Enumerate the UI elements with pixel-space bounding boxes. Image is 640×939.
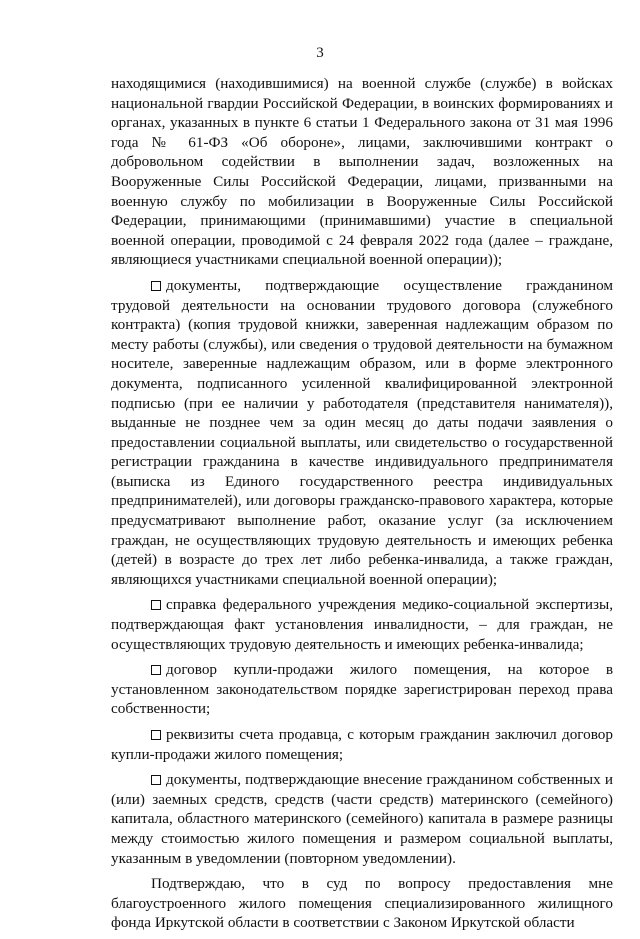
document-body <box>111 74 613 939</box>
paragraph-disability-certificate <box>111 595 613 654</box>
paragraph-text: Подтверждаю, что в суд по вопросу предоставления мне благоустроенного жилого помещения специализированного жилищного фонда Иркутской области в соответствии с Законом Иркутской области <box>111 875 613 932</box>
paragraph-text: справка федерального учреждения медико-социальной экспертизы, подтверждающая факт установления инвалидности, – для граждан, не осуществляющих трудовую деятельность и имеющих ребенка-инвалида; <box>111 596 613 653</box>
paragraph-text: реквизиты счета продавца, с которым гражданин заключил договор купли-продажи жилого помещения; <box>111 726 613 763</box>
page-number: 3 <box>316 45 324 61</box>
paragraph-text: документы, подтверждающие осуществление гражданином трудовой деятельности на основании трудового договора (служебного контракта) (копия трудовой книжки, заверенная надлежащим образом по месту работы (службы), или сведения о трудовой деятельности на бумажном носителе, заверенные надлежащим образом, или в форме электронного документа, подписанного усиленной квалифицированной электронной подписью (при ее наличии у работодателя (представителя нанимателя)), выданные не позднее чем за один месяц до даты подачи заявления о предоставлении социальной выплаты, или свидетельство о государственной регистрации гражданина в качестве индивидуального предпринимателя (выписка из Единого государственного реестра индивидуальных предпринимателей), или договоры гражданско-правового характера, которые предусматривают выполнение работ, оказание услуг (за исключением граждан, не осуществляющих трудовую деятельность и имеющих ребенка (детей) в возрасте до трех лет либо ребенка-инвалида, а также граждан, являющихся участниками специальной военной операции); <box>111 276 613 588</box>
paragraph-purchase-contract <box>111 660 613 719</box>
checkbox-disability-certificate[interactable] <box>151 600 161 610</box>
paragraph-payment-documents <box>111 770 613 868</box>
checkbox-payment-documents[interactable] <box>151 775 161 785</box>
paragraph-confirmation <box>111 874 613 933</box>
paragraph-text: находящимися (находившимися) на военной службе (службе) в войсках национальной гвардии Российской Федерации, в воинских формированиях и органах, указанных в пункте 6 статьи 1 Федерального закона от 31 мая 1996 года № 61-ФЗ «Об обороне», лицами, заключившими контракт о добровольном содействии в выполнении задач, возложенных на Вооруженные Силы Российской Федерации, лицами, призванными на военную службу по мобилизации в Вооруженные Силы Российской Федерации, принимающими (принимавшими) участие в специальной военной операции, проводимой с 24 февраля 2022 года (далее – граждане, являющиеся участниками специальной военной операции)); <box>111 75 613 269</box>
paragraph-employment-documents <box>111 276 613 590</box>
checkbox-purchase-contract[interactable] <box>151 665 161 675</box>
paragraph-seller-account <box>111 725 613 764</box>
checkbox-employment-documents[interactable] <box>151 281 161 291</box>
paragraph-text: договор купли-продажи жилого помещения, на которое в установленном законодательством порядке зарегистрирован переход права собственности; <box>111 661 613 718</box>
paragraph-continuation <box>111 74 613 270</box>
checkbox-seller-account[interactable] <box>151 730 161 740</box>
paragraph-text: документы, подтверждающие внесение гражданином собственных и (или) заемных средств, средств (части средств) материнского (семейного) капитала, областного материнского (семейного) капитала в размере разницы между стоимостью жилого помещения и размером социальной выплаты, указанным в уведомлении (повторном уведомлении). <box>111 771 613 867</box>
